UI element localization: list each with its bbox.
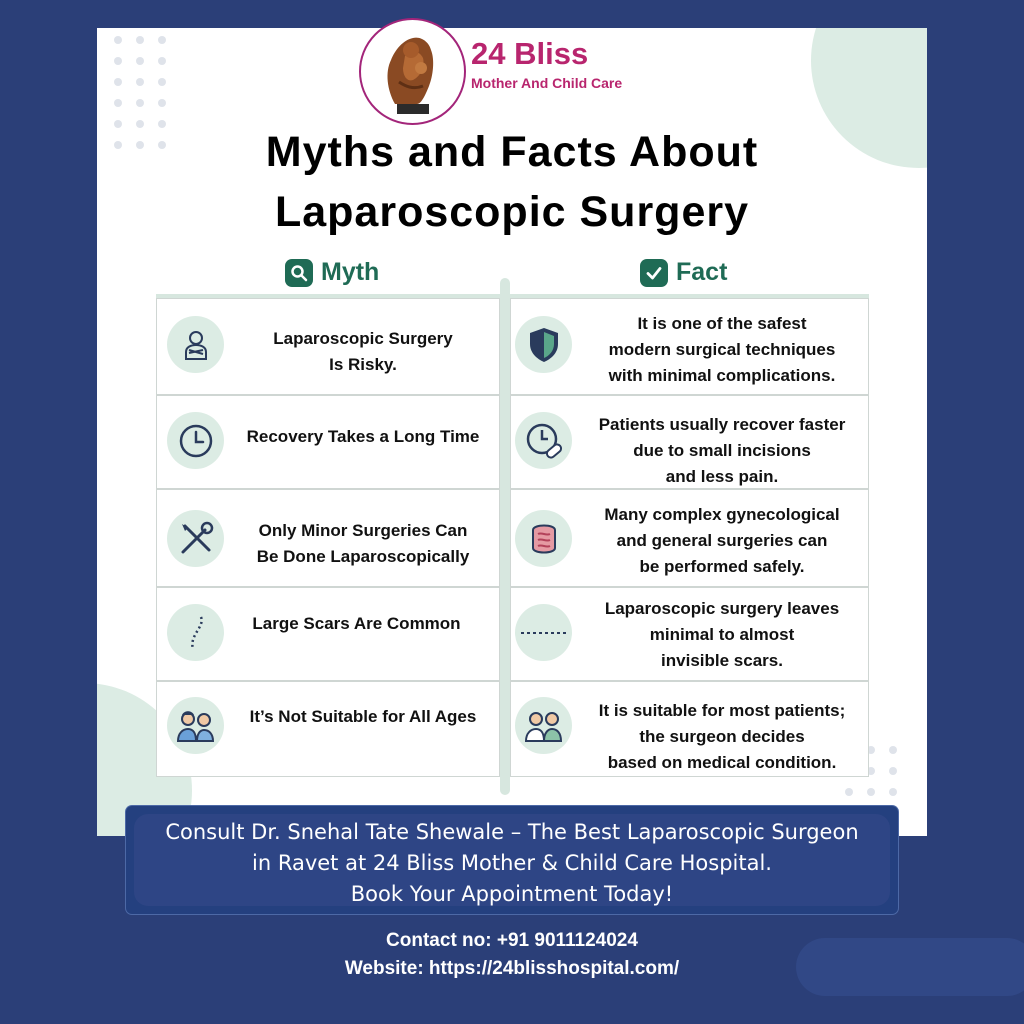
myth-text-1: Laparoscopic Surgery Is Risky. xyxy=(273,329,453,374)
fact-cell-3 xyxy=(510,489,869,587)
page-title-line2: Laparoscopic Surgery xyxy=(274,188,750,236)
logo xyxy=(359,18,466,125)
column-divider xyxy=(500,278,510,795)
page-title-line1: Myths and Facts About xyxy=(265,128,759,176)
people-ages-icon xyxy=(167,697,224,754)
mother-child-sculpture-icon xyxy=(361,20,464,123)
brand-subtitle: Mother And Child Care xyxy=(471,75,623,91)
fact-text-3: Many complex gynecological and general surgeries can be performed safely. xyxy=(604,505,840,576)
contact-phone[interactable]: Contact no: +91 9011124024 xyxy=(386,930,638,951)
column-header-myth-label: Myth xyxy=(321,258,380,286)
fact-text-5: It is suitable for most patients; the surgeon decides based on medical condition. xyxy=(598,701,846,772)
consult-line-2: in Ravet at 24 Bliss Mother & Child Care Hospital. xyxy=(252,851,772,875)
myth-text-4: Large Scars Are Common xyxy=(252,614,461,633)
contact-website[interactable]: Website: https://24blisshospital.com/ xyxy=(344,958,680,979)
myth-cell-2 xyxy=(156,395,500,489)
column-header-myth xyxy=(285,258,379,287)
scar-line-icon xyxy=(167,604,224,661)
consult-line-3: Book Your Appointment Today! xyxy=(350,882,674,906)
shield-icon xyxy=(515,316,572,373)
fact-cell-5 xyxy=(510,681,869,777)
column-header-fact-label: Fact xyxy=(676,258,728,286)
abdomen-organs-icon xyxy=(515,510,572,567)
checkmark-icon xyxy=(640,259,668,287)
person-arms-crossed-icon xyxy=(167,316,224,373)
fact-text-2: Patients usually recover faster due to small incisions and less pain. xyxy=(598,415,846,486)
myth-cell-1 xyxy=(156,298,500,395)
myth-cell-3 xyxy=(156,489,500,587)
brand-name: 24 Bliss xyxy=(471,36,589,71)
column-header-fact xyxy=(640,258,727,287)
fact-cell-2 xyxy=(510,395,869,489)
fact-text-4: Laparoscopic surgery leaves minimal to almost invisible scars. xyxy=(604,599,840,670)
clock-icon xyxy=(167,412,224,469)
fact-cell-4 xyxy=(510,587,869,681)
myth-text-3: Only Minor Surgeries Can Be Done Laparoscopically xyxy=(256,521,470,566)
clock-bandage-icon xyxy=(515,412,572,469)
minimal-scar-icon xyxy=(515,604,572,661)
myth-cell-4 xyxy=(156,587,500,681)
myth-text-2: Recovery Takes a Long Time xyxy=(246,427,480,446)
consult-line-1: Consult Dr. Snehal Tate Shewale – The Best Laparoscopic Surgeon xyxy=(165,820,859,844)
search-icon xyxy=(285,259,313,287)
surgical-tools-icon xyxy=(167,510,224,567)
fact-cell-1 xyxy=(510,298,869,395)
fact-text-1: It is one of the safest modern surgical techniques with minimal complications. xyxy=(608,314,836,385)
myth-text-5: It’s Not Suitable for All Ages xyxy=(249,707,477,726)
doctor-patient-icon xyxy=(515,697,572,754)
myth-cell-5 xyxy=(156,681,500,777)
